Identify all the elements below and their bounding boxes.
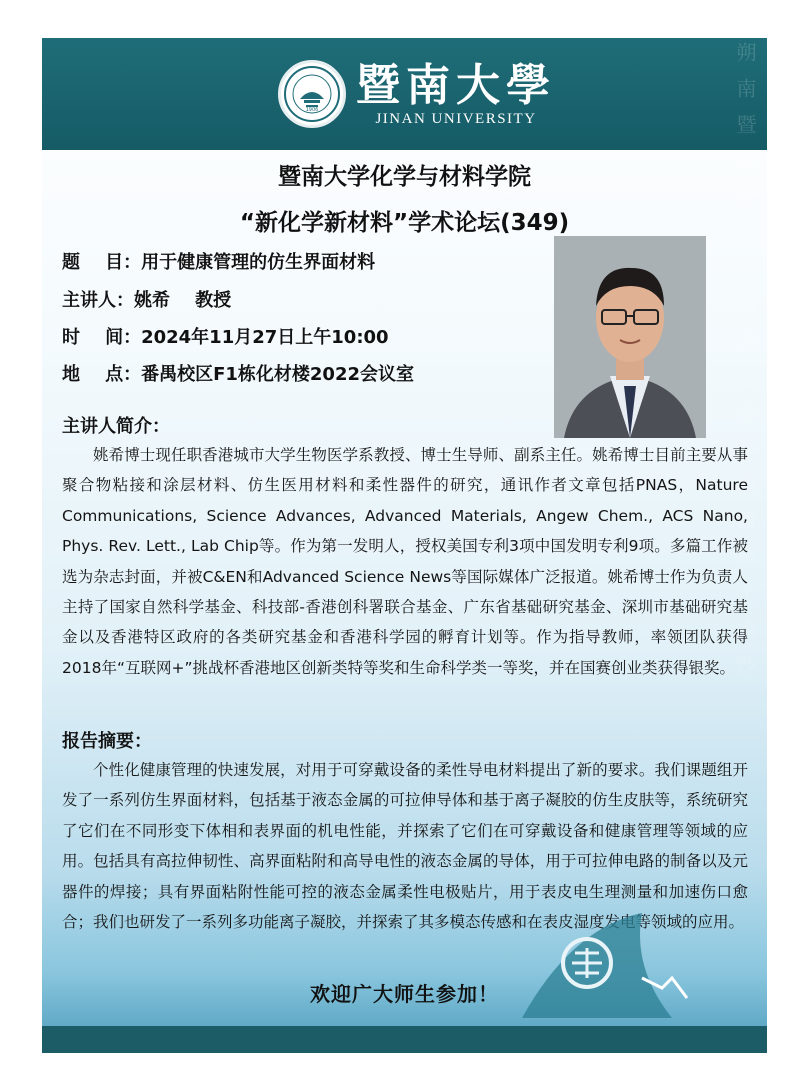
info-topic-label: 题 目： [62, 252, 142, 273]
poster [42, 38, 767, 1053]
info-speaker-label: 主讲人： [62, 290, 134, 311]
university-logo [278, 52, 556, 136]
bio-heading: 主讲人简介： [62, 416, 170, 437]
bio-paragraph: 姚希博士现任职香港城市大学生物医学系教授、博士生导师、副系主任。姚希博士目前主要从事聚合物粘接和涂层材料、仿生医用材料和柔性器件的研究，通讯作者文章包括PNAS，Nature Communications, Science Advances, Advanced Materials, Angew Chem., ACS Nano, Phys. Rev. Lett., Lab Chip等。作为第一发明人，授权美国专利3项中国发明专利9项。多篇工作被选为杂志封面，并被C&EN和Advanced Science News等国际媒体广泛报道。姚希博士作为负责人主持了国家自然科学基金、科技部-香港创科署联合基金、广东省基础研究基金、深圳市基础研究基金以及香港特区政府的各类研究基金和香港科学园的孵育计划等。作为指导教师，率领团队获得2018年“互联网+”挑战杯香港地区创新类特等奖和生命科学类一等奖，并在国赛创业类获得银奖。 [62, 446, 748, 677]
info-venue-label: 地 点： [62, 364, 142, 385]
speaker-photo [554, 236, 706, 438]
abstract-heading: 报告摘要： [62, 731, 152, 752]
poster-title-line2: “新化学新材料”学术论坛(349) [239, 210, 570, 236]
info-venue [62, 360, 414, 386]
info-time-value: 2024年11月27日上午10:00 [141, 327, 389, 348]
abstract-paragraph: 个性化健康管理的快速发展，对用于可穿戴设备的柔性导电材料提出了新的要求。我们课题组开发了一系列仿生界面材料，包括基于液态金属的可拉伸导体和基于离子凝胶的仿生皮肤等，系统研究了它们在不同形变下体相和表界面的机电性能，并探索了它们在可穿戴设备和健康管理等领域的应用。包括具有高拉伸韧性、高界面粘附和高导电性的液态金属的导体，用于可拉伸电路的制备以及元器件的焊接；具有界面粘附性能可控的液态金属柔性电极贴片，用于表皮电生理测量和加速伤口愈合；我们也研发了一系列多功能离子凝胶，并探索了其多模态传感和在表皮湿度发电等领域的应用。 [62, 761, 748, 932]
sailboat-emblem-icon [512, 908, 712, 1028]
university-name-cn: 暨南大學 [356, 59, 556, 111]
university-name-en: JINAN UNIVERSITY [375, 110, 537, 127]
info-time-label: 时 间： [62, 327, 142, 348]
info-time [62, 323, 389, 349]
info-speaker-value: 姚希 教授 [134, 290, 232, 311]
info-venue-value: 番禺校区F1栋化材楼2022会议室 [141, 364, 414, 385]
welcome-message: 欢迎广大师生参加！ [310, 982, 499, 1006]
info-topic [62, 248, 375, 274]
info-speaker [62, 286, 231, 312]
info-topic-value: 用于健康管理的仿生界面材料 [141, 252, 376, 273]
university-seal-icon [278, 60, 346, 128]
poster-title-line1: 暨南大学化学与材料学院 [278, 164, 531, 190]
svg-text:1906: 1906 [305, 107, 319, 113]
banner-calligraphy-pattern: 朔南暨声教讫于四海东渐于海西被于流沙 [733, 42, 757, 690]
bottom-band [42, 1026, 767, 1053]
